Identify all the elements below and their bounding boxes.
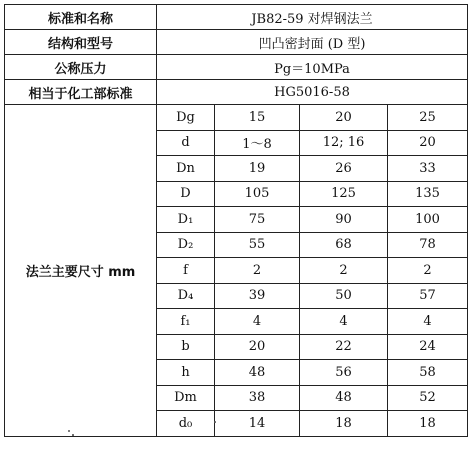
dimension-value: 15 xyxy=(215,105,300,131)
dimension-value: 68 xyxy=(300,232,388,258)
nominal-pressure-label: 公称压力 xyxy=(5,55,157,80)
dimension-symbol: D₁ xyxy=(157,207,215,233)
dimension-value: 57 xyxy=(388,283,468,309)
dimension-value: 4 xyxy=(300,309,388,335)
dimension-value: 78 xyxy=(388,232,468,258)
dimension-symbol: Dn xyxy=(157,156,215,182)
dimension-symbol: d xyxy=(157,130,215,156)
dimension-value: 14 xyxy=(215,411,300,437)
equivalent-standard-value: HG5016-58 xyxy=(157,80,468,105)
equivalent-standard-label: 相当于化工部标准 xyxy=(5,80,157,105)
dimension-value: 100 xyxy=(388,207,468,233)
dimension-symbol: Dm xyxy=(157,385,215,411)
dimension-value: 56 xyxy=(300,360,388,386)
dimension-symbol: h xyxy=(157,360,215,386)
dimension-value: 105 xyxy=(215,181,300,207)
dimension-value: 39 xyxy=(215,283,300,309)
dimension-symbol: D xyxy=(157,181,215,207)
structure-type-value: 凹凸密封面 (D 型) xyxy=(157,30,468,55)
dimension-value: 90 xyxy=(300,207,388,233)
dimension-value: 58 xyxy=(388,360,468,386)
dimension-symbol: D₄ xyxy=(157,283,215,309)
dimension-value: 135 xyxy=(388,181,468,207)
dimension-value: 4 xyxy=(388,309,468,335)
scan-speck xyxy=(68,430,70,432)
dimension-symbol: Dg xyxy=(157,105,215,131)
nominal-pressure-value: Pg＝10MPa xyxy=(157,55,468,80)
dimension-value: 24 xyxy=(388,334,468,360)
dimension-value: 2 xyxy=(215,258,300,284)
dimension-value: 2 xyxy=(388,258,468,284)
dimension-value: 26 xyxy=(300,156,388,182)
dimension-value: 20 xyxy=(215,334,300,360)
dimension-value: 38 xyxy=(215,385,300,411)
dimension-value: 48 xyxy=(300,385,388,411)
dimension-value: 2 xyxy=(300,258,388,284)
standard-name-value: JB82-59 对焊钢法兰 xyxy=(157,5,468,30)
table-row xyxy=(5,5,468,30)
table-row xyxy=(5,105,468,131)
dimension-symbol: f xyxy=(157,258,215,284)
dimension-value: 52 xyxy=(388,385,468,411)
structure-type-label: 结构和型号 xyxy=(5,30,157,55)
scan-speck xyxy=(214,421,216,423)
table-row xyxy=(5,80,468,105)
dimension-value: 22 xyxy=(300,334,388,360)
dimension-value: 20 xyxy=(388,130,468,156)
dimension-symbol: f₁ xyxy=(157,309,215,335)
dimension-value: 33 xyxy=(388,156,468,182)
dimension-symbol: D₂ xyxy=(157,232,215,258)
standard-name-label: 标准和名称 xyxy=(5,5,157,30)
dimension-symbol: b xyxy=(157,334,215,360)
flange-spec-table xyxy=(4,4,468,437)
scan-speck xyxy=(72,434,74,436)
dimension-value: 48 xyxy=(215,360,300,386)
dimension-symbol: d₀ xyxy=(157,411,215,437)
dimension-value: 18 xyxy=(300,411,388,437)
dimension-value: 12; 16 xyxy=(300,130,388,156)
dimension-value: 1～8 xyxy=(215,130,300,156)
dimensions-label: 法兰主要尺寸 mm xyxy=(5,105,157,437)
dimension-value: 55 xyxy=(215,232,300,258)
table-row xyxy=(5,30,468,55)
dimension-value: 25 xyxy=(388,105,468,131)
dimension-value: 75 xyxy=(215,207,300,233)
dimension-value: 18 xyxy=(388,411,468,437)
table-row xyxy=(5,55,468,80)
dimension-value: 19 xyxy=(215,156,300,182)
dimension-value: 50 xyxy=(300,283,388,309)
dimension-value: 4 xyxy=(215,309,300,335)
dimension-value: 125 xyxy=(300,181,388,207)
dimension-value: 20 xyxy=(300,105,388,131)
